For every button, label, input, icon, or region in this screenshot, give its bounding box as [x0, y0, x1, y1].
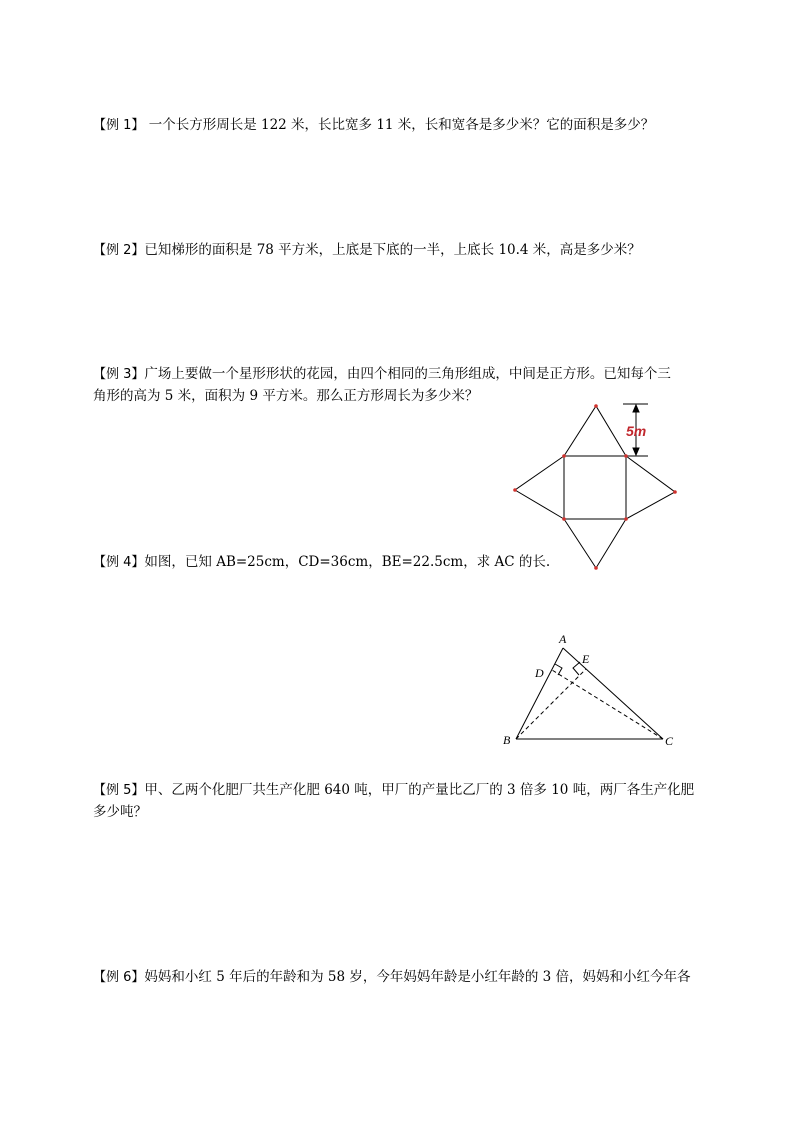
example-3-text-line-1: 广场上要做一个星形形状的花园，由四个相同的三角形组成，中间是正方形。已知每个三 — [144, 366, 671, 382]
center-square — [564, 456, 626, 519]
example-1-question — [93, 114, 654, 137]
example-2-text: 已知梯形的面积是 78 平方米，上底是下底的一半，上底长 10.4 米，高是多少米？ — [144, 242, 641, 258]
vertex-dot-right — [673, 490, 677, 494]
label-d: D — [535, 666, 544, 680]
example-3-question-line-1 — [93, 363, 671, 386]
right-angle-mark-d — [555, 664, 562, 675]
label-a: A — [559, 632, 567, 646]
dimension-arrow-down — [633, 448, 639, 455]
example-4-question — [93, 551, 550, 574]
example-2-question — [93, 239, 641, 262]
example-3-question-line-2 — [93, 385, 478, 407]
right-angle-mark-e — [573, 662, 580, 675]
vertex-dot-sq-tr — [624, 454, 628, 458]
example-1-text: 一个长方形周长是 122 米，长比宽多 11 米，长和宽各是多少米？它的面积是多少？ — [144, 117, 655, 133]
example-5-question-line-2 — [93, 801, 147, 823]
label-c: C — [665, 734, 674, 748]
example-5-text-line-2: 多少吨？ — [93, 804, 147, 820]
dimension-arrow-up — [633, 405, 639, 412]
example-1-tag: 【例 1】 — [93, 118, 145, 133]
example-5-question-line-1 — [93, 779, 694, 802]
side-ab — [516, 648, 563, 739]
vertex-dot-sq-tl — [562, 454, 566, 458]
top-triangle — [564, 406, 626, 456]
example-2-tag: 【例 2】 — [93, 243, 145, 258]
vertex-dot-sq-bl — [562, 517, 566, 521]
example-6-question — [93, 966, 691, 989]
example-4-tag: 【例 4】 — [93, 555, 145, 570]
altitude-be — [516, 669, 586, 739]
left-triangle — [515, 456, 564, 519]
example-5-text-line-1: 甲、乙两个化肥厂共生产化肥 640 吨，甲厂的产量比乙厂的 3 倍多 10 吨，两厂各生产化肥 — [144, 782, 695, 798]
vertex-dot-bottom — [594, 566, 598, 570]
example-6-text: 妈妈和小红 5 年后的年龄和为 58 岁，今年妈妈年龄是小红年龄的 3 倍，妈妈和小红今年各 — [144, 969, 691, 985]
example-5-tag: 【例 5】 — [93, 783, 145, 798]
height-label: 5m — [626, 423, 647, 439]
label-e: E — [582, 652, 590, 666]
vertex-dot-left — [513, 488, 517, 492]
star-garden-figure — [505, 400, 695, 575]
vertex-dot-top — [594, 404, 598, 408]
vertex-dot-sq-br — [624, 517, 628, 521]
bottom-triangle — [564, 519, 626, 568]
right-triangle — [626, 456, 675, 519]
label-b: B — [503, 733, 511, 747]
triangle-figure — [495, 630, 685, 755]
example-3-text-line-2: 角形的高为 5 米，面积为 9 平方米。那么正方形周长为多少米？ — [93, 388, 479, 404]
side-ac — [563, 648, 663, 739]
example-3-tag: 【例 3】 — [93, 367, 145, 382]
example-6-tag: 【例 6】 — [93, 970, 145, 985]
altitude-cd — [552, 670, 663, 739]
example-4-text: 如图，已知 AB=25cm，CD=36cm，BE=22.5cm，求 AC 的长. — [144, 554, 551, 570]
